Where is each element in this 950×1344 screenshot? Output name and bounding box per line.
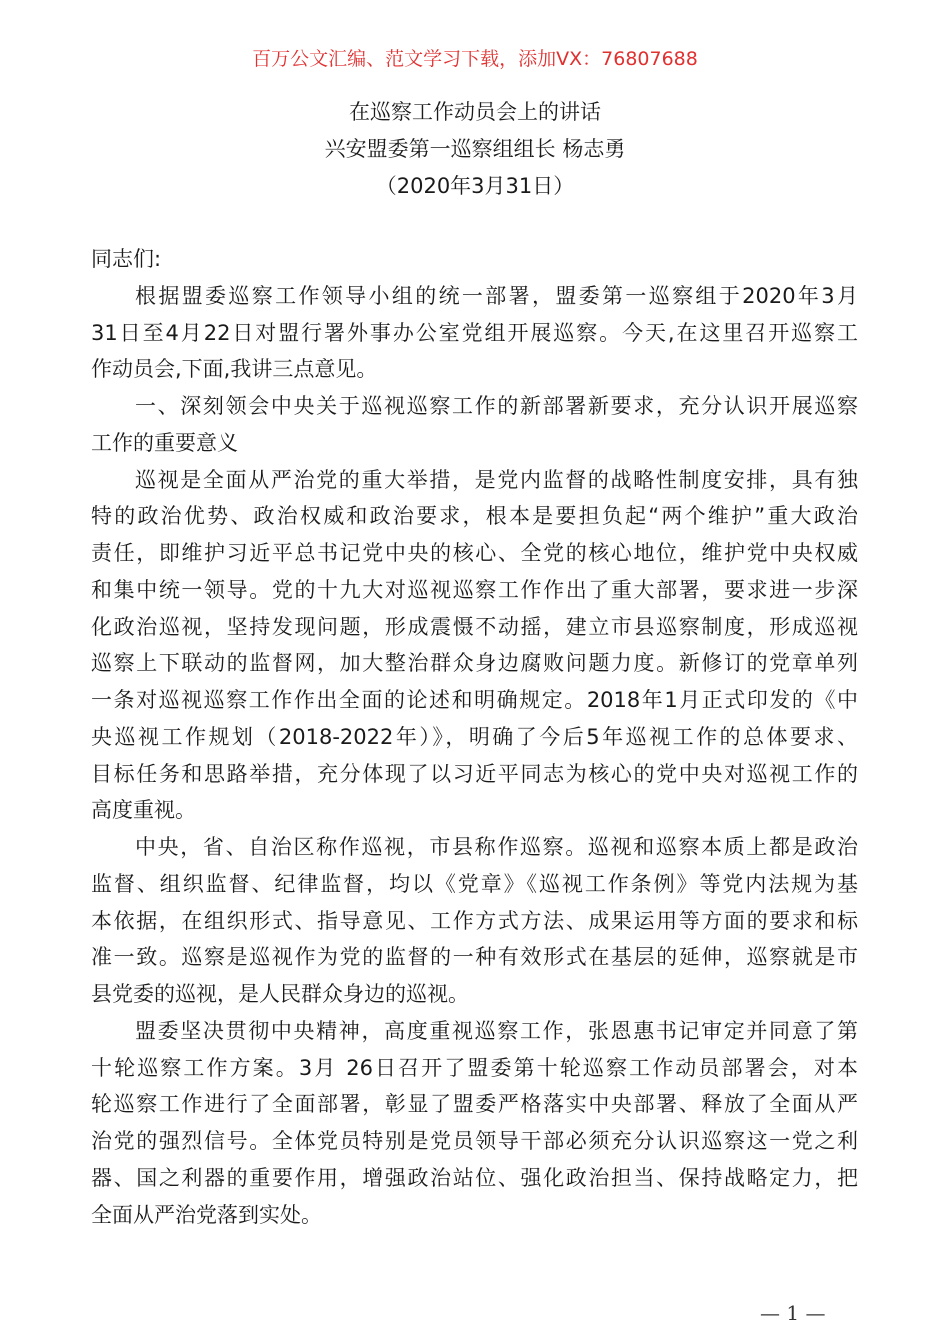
text-line: 央巡视工作规划（2018-2022年）》，明确了今后5年巡视工作的总体要求、 xyxy=(91,724,858,749)
text-line: 作动员会,下面,我讲三点意见。 xyxy=(91,357,378,382)
text-line: 31日至4月22日对盟行署外事办公室党组开展巡察。今天,在这里召开巡察工 xyxy=(91,320,858,345)
text-line: 轮巡察工作进行了全面部署，彰显了盟委严格落实中央部署、释放了全面从严 xyxy=(91,1092,858,1117)
text-line: 工作的重要意义 xyxy=(91,430,238,455)
document-body xyxy=(91,241,858,1233)
text-line: 一条对巡视巡察工作作出全面的论述和明确规定。2018年1月正式印发的《中 xyxy=(91,688,858,712)
paragraph xyxy=(91,462,858,830)
section-heading xyxy=(91,388,858,462)
paragraph xyxy=(91,829,858,1013)
text-line: 巡视是全面从严治党的重大举措，是党内监督的战略性制度安排，具有独 xyxy=(135,467,858,492)
text-line: 中央，省、自治区称作巡视，市县称作巡察。巡视和巡察本质上都是政治 xyxy=(135,835,858,859)
page-number: — 1 — xyxy=(760,1301,826,1325)
text-line: 目标任务和思路举措，充分体现了以习近平同志为核心的党中央对巡视工作的 xyxy=(91,761,858,786)
text-line: 高度重视。 xyxy=(91,798,196,823)
paragraph xyxy=(91,278,858,388)
text-line: 特的政治优势、政治权威和政治要求，根本是要担负起“两个维护”重大政治 xyxy=(91,504,858,529)
text-line: 监督、组织监督、纪律监督，均以《党章》《巡视工作条例》等党内法规为基 xyxy=(91,871,858,896)
text-line: 全面从严治党落到实处。 xyxy=(91,1202,322,1227)
text-line: 准一致。巡察是巡视作为党的监督的一种有效形式在基层的延伸，巡察就是市 xyxy=(91,945,858,970)
paragraph xyxy=(91,1013,858,1234)
text-line: 和集中统一领导。党的十九大对巡视巡察工作作出了重大部署，要求进一步深 xyxy=(91,577,858,602)
salutation: 同志们: xyxy=(91,247,162,271)
text-line: 县党委的巡视，是人民群众身边的巡视。 xyxy=(91,982,469,1006)
text-line: 治党的强烈信号。全体党员特别是党员领导干部必须充分认识巡察这一党之利 xyxy=(91,1129,858,1153)
document-author: 兴安盟委第一巡察组组长 杨志勇 xyxy=(324,137,626,161)
text-line: 一、深刻领会中央关于巡视巡察工作的新部署新要求，充分认识开展巡察 xyxy=(135,394,858,418)
text-line: 器、国之利器的重要作用，增强政治站位、强化政治担当、保持战略定力，把 xyxy=(91,1165,858,1190)
text-line: 本依据，在组织形式、指导意见、工作方式方法、成果运用等方面的要求和标 xyxy=(91,908,858,933)
document-date: （2020年3月31日） xyxy=(375,174,575,198)
document-title: 在巡察工作动员会上的讲话 xyxy=(349,100,601,124)
text-line: 十轮巡察工作方案。3月 26日召开了盟委第十轮巡察工作动员部署会，对本 xyxy=(91,1055,858,1080)
text-line: 盟委坚决贯彻中央精神，高度重视巡察工作，张恩惠书记审定并同意了第 xyxy=(135,1018,858,1043)
text-line: 化政治巡视，坚持发现问题，形成震慑不动摇，建立市县巡察制度，形成巡视 xyxy=(91,614,858,639)
text-line: 责任，即维护习近平总书记党中央的核心、全党的核心地位，维护党中央权威 xyxy=(91,541,858,565)
watermark-banner: 百万公文汇编、范文学习下载，添加VX：76807688 xyxy=(252,48,698,70)
text-line: 巡察上下联动的监督网，加大整治群众身边腐败问题力度。新修订的党章单列 xyxy=(91,651,858,676)
text-line: 根据盟委巡察工作领导小组的统一部署，盟委第一巡察组于2020年3月 xyxy=(135,283,858,308)
